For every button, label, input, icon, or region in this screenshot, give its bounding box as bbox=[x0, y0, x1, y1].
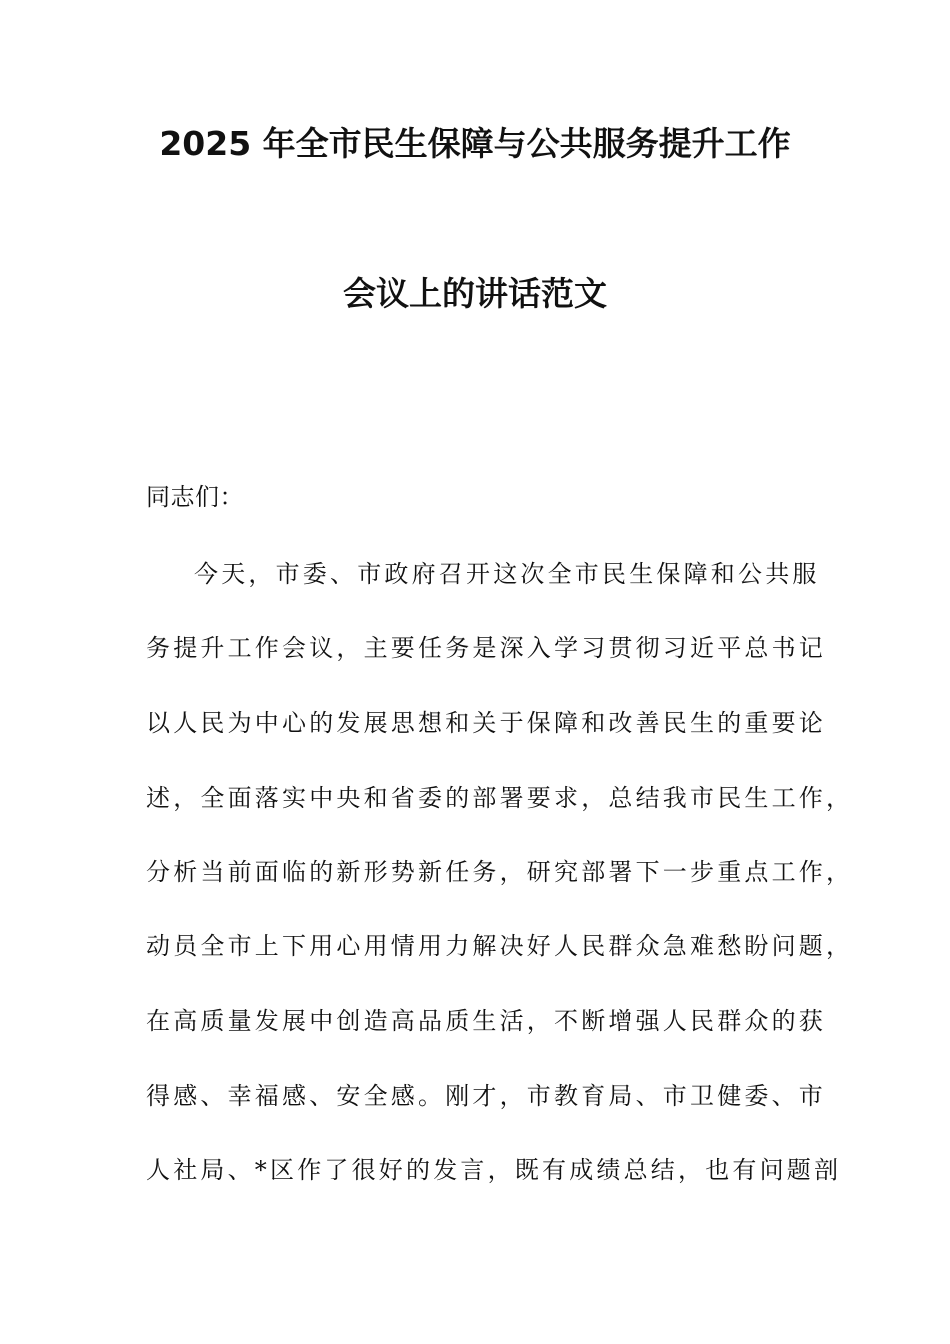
paragraph-line: 分析当前面临的新形势新任务，研究部署下一步重点工作， bbox=[146, 858, 854, 886]
paragraph-line: 得感、幸福感、安全感。刚才，市教育局、市卫健委、市 bbox=[146, 1082, 826, 1110]
salutation: 同志们： bbox=[146, 483, 244, 511]
paragraph-line: 述，全面落实中央和省委的部署要求，总结我市民生工作， bbox=[146, 784, 854, 812]
paragraph-line: 在高质量发展中创造高品质生活，不断增强人民群众的获 bbox=[146, 1007, 826, 1035]
paragraph-line: 人社局、*区作了很好的发言，既有成绩总结，也有问题剖 bbox=[146, 1156, 842, 1184]
paragraph-line: 以人民为中心的发展思想和关于保障和改善民生的重要论 bbox=[146, 709, 826, 737]
document-title-line-1: 2025 年全市民生保障与公共服务提升工作 bbox=[159, 124, 791, 163]
document-title-line-2: 会议上的讲话范文 bbox=[343, 274, 607, 313]
paragraph-line: 动员全市上下用心用情用力解决好人民群众急难愁盼问题， bbox=[146, 932, 854, 960]
paragraph-line: 务提升工作会议，主要任务是深入学习贯彻习近平总书记 bbox=[146, 634, 826, 662]
paragraph-line: 今天，市委、市政府召开这次全市民生保障和公共服 bbox=[194, 560, 820, 588]
